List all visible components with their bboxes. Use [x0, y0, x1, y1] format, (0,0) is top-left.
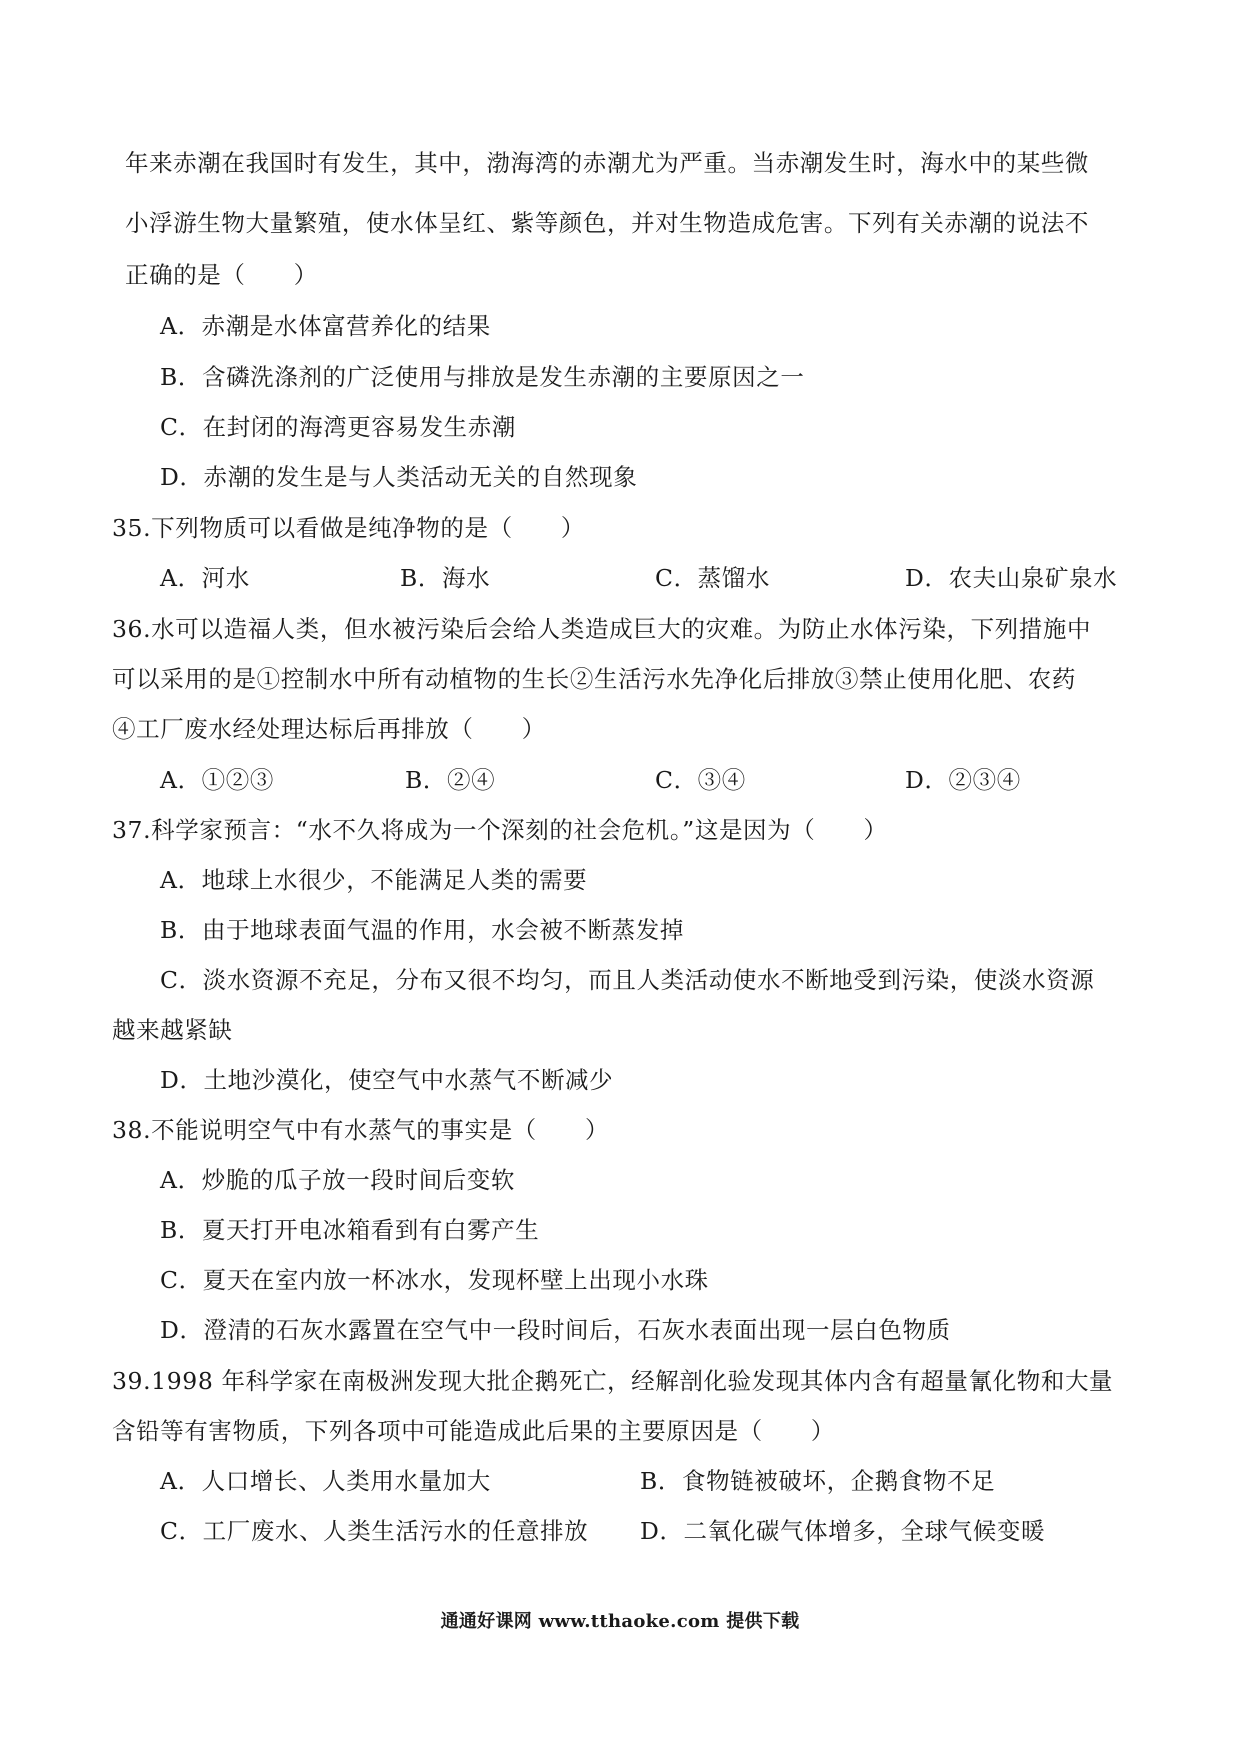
q37-option-b: B．由于地球表面气温的作用，水会被不断蒸发掉	[160, 916, 684, 944]
q35-option-d: D．农夫山泉矿泉水	[905, 564, 1118, 592]
q39-option-c: C．工厂废水、人类生活污水的任意排放	[160, 1517, 589, 1545]
q39-option-d: D．二氧化碳气体增多，全球气候变暖	[640, 1517, 1046, 1545]
q36-option-b: B．②④	[405, 766, 496, 794]
q35-option-c: C．蒸馏水	[655, 564, 770, 592]
q37-stem: 37.科学家预言：“水不久将成为一个深刻的社会危机。”这是因为（ ）	[112, 816, 888, 844]
page-footer: 通通好课网 www.tthaoke.com 提供下载	[440, 1611, 800, 1632]
q34-option-d: D．赤潮的发生是与人类活动无关的自然现象	[160, 463, 638, 491]
q38-option-d: D．澄清的石灰水露置在空气中一段时间后，石灰水表面出现一层白色物质	[160, 1316, 951, 1344]
q39-options-row-2	[0, 1516, 1240, 1546]
q36-option-d: D．②③④	[905, 766, 1021, 794]
q35-stem: 35.下列物质可以看做是纯净物的是（ ）	[112, 514, 585, 542]
q38-option-b: B．夏天打开电冰箱看到有白雾产生	[160, 1216, 540, 1244]
q37-option-c-line-2: 越来越紧缺	[112, 1016, 233, 1044]
q36-options-row	[0, 765, 1240, 795]
q38-option-a: A．炒脆的瓜子放一段时间后变软	[160, 1166, 515, 1194]
q36-stem-line-2: 可以采用的是①控制水中所有动植物的生长②生活污水先净化后排放③禁止使用化肥、农药	[112, 665, 1076, 693]
q38-option-c: C．夏天在室内放一杯冰水，发现杯壁上出现小水珠	[160, 1266, 709, 1294]
q36-stem-line-1: 36.水可以造福人类，但水被污染后会给人类造成巨大的灾难。为防止水体污染，下列措施中	[112, 615, 1092, 643]
q37-option-a: A．地球上水很少，不能满足人类的需要	[160, 866, 588, 894]
q37-option-d: D．土地沙漠化，使空气中水蒸气不断减少	[160, 1066, 614, 1094]
q34-stem-line-2: 小浮游生物大量繁殖，使水体呈红、紫等颜色，并对生物造成危害。下列有关赤潮的说法不	[125, 209, 1089, 237]
q39-options-row-1	[0, 1466, 1240, 1496]
q34-option-b: B．含磷洗涤剂的广泛使用与排放是发生赤潮的主要原因之一	[160, 363, 805, 391]
q35-options-row	[0, 563, 1240, 593]
q36-option-a: A．①②③	[160, 766, 274, 794]
q38-stem: 38.不能说明空气中有水蒸气的事实是（ ）	[112, 1116, 610, 1144]
q34-option-c: C．在封闭的海湾更容易发生赤潮	[160, 413, 516, 441]
q37-option-c-line-1: C．淡水资源不充足，分布又很不均匀，而且人类活动使水不断地受到污染，使淡水资源	[160, 966, 1095, 994]
q39-stem-line-1: 39.1998 年科学家在南极洲发现大批企鹅死亡，经解剖化验发现其体内含有超量氰化物和大量	[112, 1367, 1114, 1395]
q39-stem-line-2: 含铅等有害物质，下列各项中可能造成此后果的主要原因是（ ）	[112, 1417, 835, 1445]
q34-stem-line-1: 年来赤潮在我国时有发生，其中，渤海湾的赤潮尤为严重。当赤潮发生时，海水中的某些微	[125, 149, 1089, 177]
q35-option-b: B．海水	[400, 564, 491, 592]
q35-option-a: A．河水	[160, 564, 250, 592]
q36-stem-line-3: ④工厂废水经处理达标后再排放（ ）	[112, 715, 546, 743]
q36-option-c: C．③④	[655, 766, 746, 794]
q34-option-a: A．赤潮是水体富营养化的结果	[160, 312, 491, 340]
q39-option-a: A．人口增长、人类用水量加大	[160, 1467, 491, 1495]
q34-stem-line-3: 正确的是（ ）	[125, 261, 318, 289]
q39-option-b: B．食物链被破坏，企鹅食物不足	[640, 1467, 996, 1495]
